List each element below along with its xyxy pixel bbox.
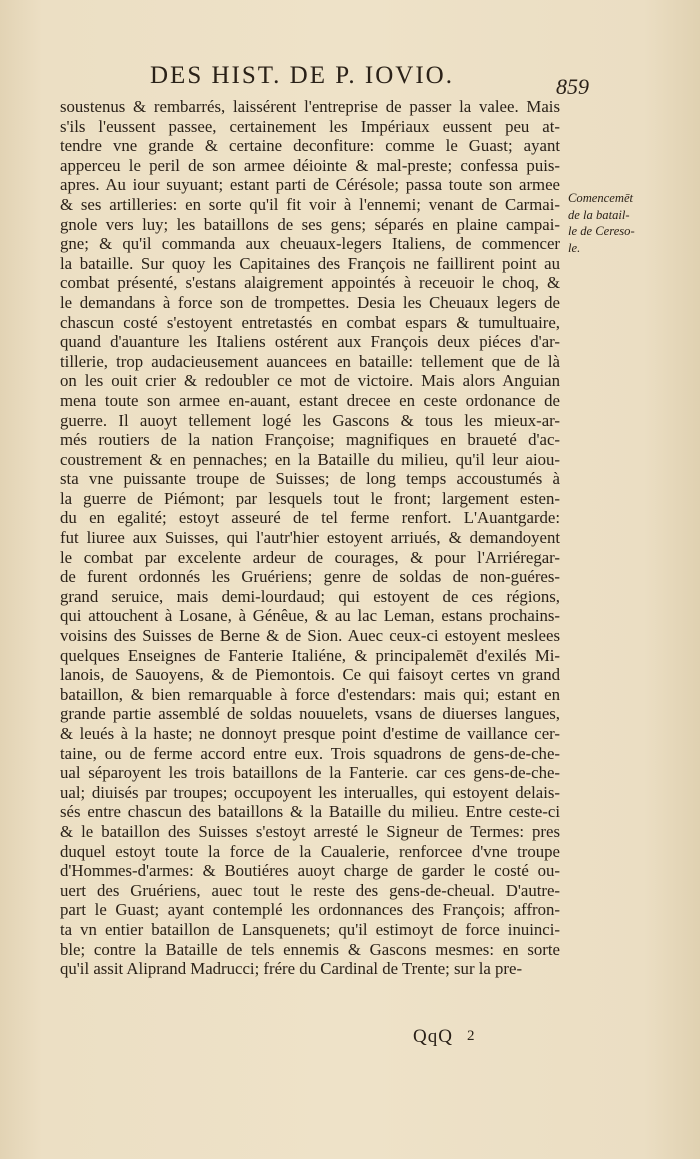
body-text [60,97,560,979]
text-line: qu'il assit Aliprand Madrucci; frére du Cardinal de Trente; sur la pre- [60,959,523,979]
text-line: guerre. Il auoyt tellement logé les Gascons & tous les mieux-ar- [60,410,560,430]
text-line: & le bataillon des Suisses s'estoyt arresté le Signeur de Termes: pres [60,821,560,841]
text-line: tillerie, trop audacieusement auancees en bataille: tellement que de là [60,351,560,371]
text-line: sta vne puissante troupe de Suisses; de long temps accoustumés à [60,469,560,489]
text-line: de furent ordonnés les Gruériens; genre de soldas de non-guéres- [60,567,560,587]
text-line: s'ils l'eussent passee, certainement les Impériaux eussent peu at- [60,116,560,136]
text-line: tendre vne grande & certaine deconfiture: comme le Guast; ayant [60,136,560,156]
text-line: on les ouit crier & redoubler ce mot de victoire. Mais alors Anguian [60,371,560,391]
text-line: grand seruice, mais demi-lourdaud; qui estoyent de ces régions, [60,586,560,606]
text-line: coustrement & en pennaches; en la Bataille du milieu, qu'il leur aiou- [60,449,560,469]
text-line: gnole vers luy; les bataillons de ses gens; séparés en plaine campai- [60,214,560,234]
text-line: combat présenté, s'estans alaigrement appointés à receuoir le choq, & [60,273,560,293]
text-line: ual; diuisés par troupes; occupoyent les interualles, qui estoyent delais- [60,782,560,802]
signature-letters: QqQ [413,1026,453,1047]
text-line: part le Guast; ayant contemplé les ordonnances des François; affron- [60,900,560,920]
text-line: fut liuree aux Suisses, qui l'autr'hier estoyent arriués, & demandoyent [60,528,560,548]
margin-note-line: le de Cereso- [568,224,635,239]
text-line: chascun costé s'estoyent entretastés en combat espars & tumultuaire, [60,312,560,332]
text-line: taine, ou de ferme accord entre eux. Trois squadrons de gens-de-che- [60,743,560,763]
text-line: més routiers de la nation Françoise; magnifiques en braueté d'ac- [60,430,560,450]
text-line: sés entre chascun des bataillons & la Bataille du milieu. Entre ceste-ci [60,802,560,822]
text-line: la bataille. Sur quoy les Capitaines des François ne faillirent point au [60,253,560,273]
text-line: apres. Au iour suyuant; estant parti de Cérésole; passa toute son armee [60,175,560,195]
margin-note-line: Comencemēt [568,191,634,205]
running-title: DES HIST. DE P. IOVIO. [150,62,454,89]
text-line: le combat par excelente ardeur de courages, & pour l'Arriéregar- [60,547,560,567]
text-line: mena toute son armee en-auant, estant drecee en ceste ordonance de [60,390,560,410]
text-line: le demandans à force son de trompettes. Desia les Cheuaux legers de [60,292,560,312]
text-line: & ses artilleries: en sorte qu'il fit voir à l'ennemi; venant de Carmai- [60,194,560,214]
text-line: voisins des Suisses de Berne & de Sion. Auec ceux-ci estoyent meslees [60,626,560,646]
text-line: grande partie assemblé de soldas nouuelets, vsans de diuerses langues, [60,704,560,724]
text-line: ual séparoyent les trois bataillons de la Fanterie. car ces gens-de-che- [60,763,560,783]
text-line: ble; contre la Bataille de tels ennemis & Gascons mesmes: en sorte [60,939,560,959]
text-line: duquel estoyt toute la force de la Caualerie, renforcee d'vne troupe [60,841,560,861]
text-line: soustenus & rembarrés, laissérent l'entreprise de passer la valee. Mais [60,97,560,116]
text-line: apperceu le peril de son armee déiointe & mal-preste; confessa puis- [60,155,560,175]
text-line: bataillon, & bien remarquable à force d'estendars: mais qui; estant en [60,684,560,704]
text-line: gne; & qu'il commanda aux cheuaux-legers Italiens, de commencer [60,234,560,254]
signature-mark [413,1026,475,1048]
text-line: quand d'auanture les Italiens ostérent aux François deux piéces d'ar- [60,332,560,352]
text-line: qui attouchent à Losane, à Génêue, & au lac Leman, estans prochains- [60,606,560,626]
text-line: la guerre de Piémont; par lesquels tout le front; largement esten- [60,488,560,508]
text-line: ta vn entier bataillon de Lansquenets; qu'il estimoyt de force inuinci- [60,919,560,939]
text-line: & leués à la haste; ne donnoyt presque point d'estime de vaillance cer- [60,724,560,743]
margin-note-line: le. [568,240,581,255]
text-line: du en egalité; estoyt asseuré de tel ferme renfort. L'Auantgarde: [60,508,560,528]
text-line: quelques Enseignes de Fanterie Italiéne, & principalemēt d'exilés Mi- [60,645,560,665]
page-number: 859 [556,74,589,99]
text-line: uert des Gruériens, auec tout le reste des gens-de-cheual. D'autre- [60,880,560,900]
margin-note [568,190,693,256]
margin-note-line: de la batail- [568,207,630,222]
signature-number: 2 [466,1028,476,1044]
text-line: lanois, de Sauoyens, & de Piemontois. Ce qui faisoyt certes vn grand [60,665,560,685]
text-line: d'Hommes-d'armes: & Boutiéres auoyt charge de garder le costé ou- [60,861,560,881]
